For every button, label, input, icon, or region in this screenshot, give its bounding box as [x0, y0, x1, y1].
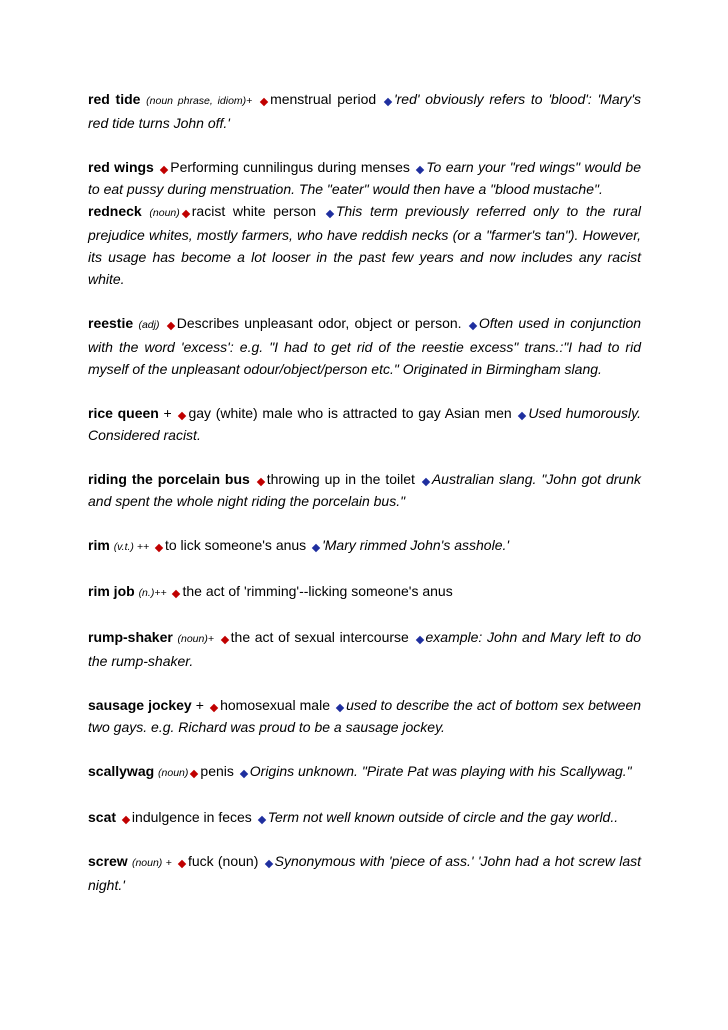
entry-definition: fuck (noun): [187, 853, 259, 869]
entry-term: rim: [88, 537, 110, 553]
entry-definition: the act of 'rimming'--licking someone's anus: [182, 583, 453, 599]
definition-marker-icon: [260, 98, 268, 106]
entry-term: reestie: [88, 315, 134, 331]
example-marker-icon: [257, 816, 265, 824]
entry-definition: menstrual period: [270, 91, 377, 107]
entry-definition: Describes unpleasant odor, object or person.: [176, 315, 462, 331]
entry-example: 'red' obviously refers to 'blood': 'Mary's red tide turns John off.': [88, 91, 642, 131]
entry-definition: homosexual male: [220, 697, 330, 713]
entry-term: sausage jockey: [88, 697, 192, 713]
entry-example: used to describe the act of bottom sex between two gays. e.g. Richard was proud to be a sausage jockey.: [88, 697, 642, 735]
entry-example: To earn your "red wings" would be to eat pussy during menstruation. The "eater" would then have a "blood mustache".: [88, 159, 641, 197]
example-marker-icon: [240, 770, 248, 778]
entry-term: scat: [88, 809, 117, 825]
entry-rice-queen: [88, 402, 641, 446]
entry-pos: (noun phrase, idiom)+: [146, 95, 253, 107]
entry-term: redneck: [88, 203, 142, 219]
example-marker-icon: [518, 412, 526, 420]
entry-pos: (noun): [158, 767, 189, 779]
entry-example: Synonymous with 'piece of ass.' 'John had a hot screw last night.': [88, 853, 642, 893]
entry-screw: [88, 850, 641, 896]
entry-redneck: [88, 200, 641, 290]
example-marker-icon: [384, 98, 392, 106]
entry-term: screw: [88, 853, 128, 869]
entry-pos: (v.t.) ++: [113, 541, 150, 553]
entry-pos: (noun) +: [131, 857, 172, 869]
entry-definition: racist white person: [191, 203, 317, 219]
definition-marker-icon: [220, 636, 228, 644]
entry-red-tide: [88, 88, 641, 134]
entry-definition: penis: [200, 763, 234, 779]
entry-term: red tide: [88, 91, 141, 107]
entry-example: Australian slang. "John got drunk and spent the whole night riding the porcelain bus.": [88, 471, 641, 509]
entry-example: 'Mary rimmed John's asshole.': [322, 537, 510, 553]
entry-example: Term not well known outside of circle and the gay world..: [267, 809, 619, 825]
dictionary-page: [88, 88, 641, 918]
example-marker-icon: [415, 636, 423, 644]
entry-definition: to lick someone's anus: [164, 537, 307, 553]
entry-term: rump-shaker: [88, 629, 173, 645]
entry-example: example: John and Mary left to do the rump-shaker.: [88, 629, 642, 669]
entry-pos: (noun): [149, 207, 180, 219]
entry-pos: +: [163, 405, 172, 421]
entry-term: scallywag: [88, 763, 155, 779]
example-marker-icon: [312, 544, 320, 552]
entry-reestie: [88, 312, 641, 380]
entry-riding-the-porcelain-bus: [88, 468, 641, 512]
entry-rim: [88, 534, 641, 558]
entry-example: Often used in conjunction with the word 'excess': e.g. "I had to get rid of the reestie excess" trans.:"I had to rid myself of the unpleasant odour/object/person etc." Originated in Birmingham slang.: [88, 315, 642, 377]
entry-definition: the act of sexual intercourse: [230, 629, 409, 645]
entry-term: rice queen: [88, 405, 159, 421]
example-marker-icon: [422, 478, 430, 486]
entry-pos: (noun)+: [177, 633, 214, 645]
entry-definition: indulgence in feces: [131, 809, 252, 825]
definition-marker-icon: [155, 544, 163, 552]
definition-marker-icon: [210, 704, 218, 712]
entry-scallywag: [88, 760, 641, 784]
definition-marker-icon: [190, 770, 198, 778]
example-marker-icon: [326, 210, 334, 218]
definition-marker-icon: [178, 412, 186, 420]
entry-definition: gay (white) male who is attracted to gay Asian men: [188, 405, 512, 421]
example-marker-icon: [416, 166, 424, 174]
entry-example: Origins unknown. "Pirate Pat was playing with his Scallywag.": [249, 763, 632, 779]
entry-pos: +: [195, 697, 204, 713]
entry-definition: throwing up in the toilet: [266, 471, 415, 487]
definition-marker-icon: [160, 166, 168, 174]
definition-marker-icon: [167, 322, 175, 330]
entry-term: rim job: [88, 583, 135, 599]
entry-scat: [88, 806, 641, 828]
entry-definition: Performing cunnilingus during menses: [170, 159, 410, 175]
entry-example: This term previously referred only to the rural prejudice whites, mostly farmers, who have reddish necks (or a "farmer's tan"). However, its usage has become a lot looser in the past few years and now includes any racist white.: [88, 203, 642, 287]
entry-rim-job: [88, 580, 641, 604]
entry-term: riding the porcelain bus: [88, 471, 250, 487]
example-marker-icon: [336, 704, 344, 712]
entry-sausage-jockey: [88, 694, 641, 738]
definition-marker-icon: [257, 478, 265, 486]
definition-marker-icon: [172, 590, 180, 598]
entry-pos: (n.)++: [138, 587, 167, 599]
example-marker-icon: [264, 860, 272, 868]
entry-pos: (adj): [138, 319, 160, 331]
example-marker-icon: [469, 322, 477, 330]
entry-term: red wings: [88, 159, 154, 175]
entry-example: Used humorously. Considered racist.: [88, 405, 641, 443]
definition-marker-icon: [182, 210, 190, 218]
entry-red-wings: [88, 156, 641, 200]
entry-rump-shaker: [88, 626, 641, 672]
definition-marker-icon: [178, 860, 186, 868]
definition-marker-icon: [122, 816, 130, 824]
